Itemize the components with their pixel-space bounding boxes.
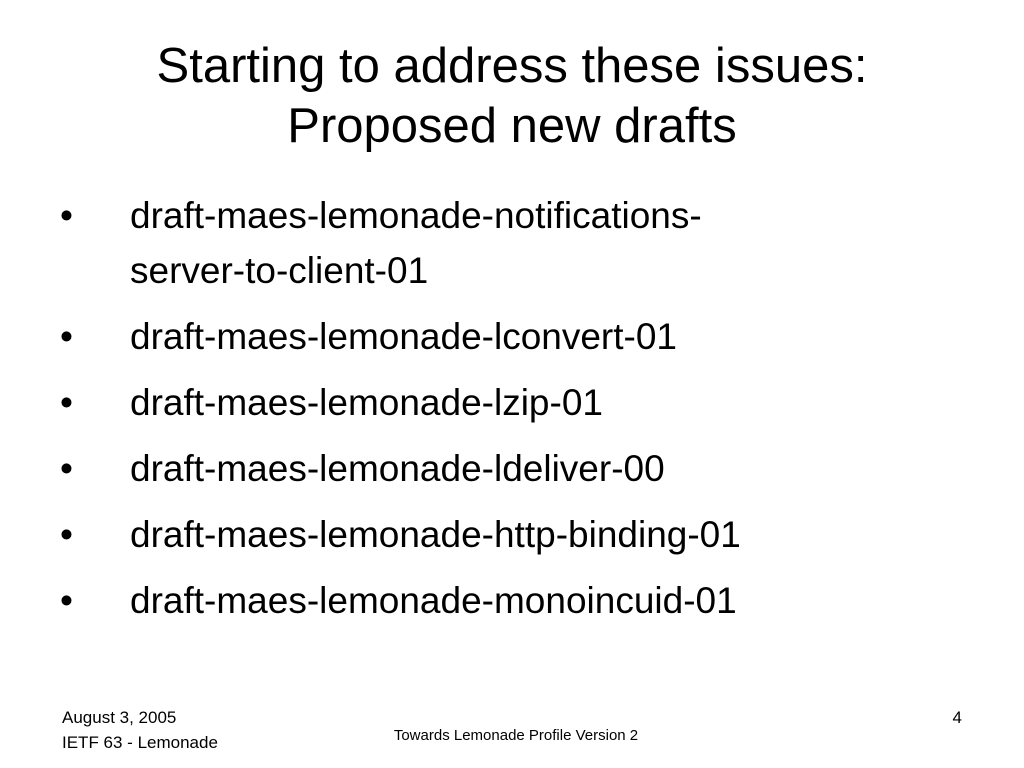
bullet-text-line-1: draft-maes-lemonade-http-binding-01: [130, 514, 741, 555]
slide-title: [40, 36, 984, 156]
bullet-text-line-1: draft-maes-lemonade-monoincuid-01: [130, 580, 737, 621]
bullet-icon: •: [60, 195, 73, 236]
bullet-text: [130, 441, 890, 496]
footer-date: August 3, 2005: [62, 708, 177, 727]
list-item: [0, 573, 1024, 628]
bullet-icon: •: [60, 448, 73, 489]
bullet-text-line-1: draft-maes-lemonade-notifications-: [130, 195, 702, 236]
bullet-icon: •: [60, 382, 73, 423]
bullet-text-line-1: draft-maes-lemonade-lzip-01: [130, 382, 603, 423]
page-number: 4: [952, 708, 962, 727]
bullet-text-line-2: server-to-client-01: [130, 250, 429, 291]
list-item: [0, 309, 1024, 364]
slide-title-line-1: Starting to address these issues:: [156, 39, 868, 93]
bullet-text: [130, 507, 890, 562]
list-item: [0, 375, 1024, 430]
bullet-icon: •: [60, 316, 73, 357]
list-item: [0, 441, 1024, 496]
bullet-list: [0, 188, 1024, 639]
bullet-icon: •: [60, 514, 73, 555]
footer-presentation-title: Towards Lemonade Profile Version 2: [393, 727, 639, 744]
bullet-text-line-1: draft-maes-lemonade-ldeliver-00: [130, 448, 665, 489]
slide-title-line-2: Proposed new drafts: [287, 99, 737, 153]
bullet-icon: •: [60, 580, 73, 621]
bullet-text: [130, 309, 890, 364]
bullet-text: [130, 573, 890, 628]
list-item: [0, 188, 1024, 298]
footer-event: IETF 63 - Lemonade: [62, 733, 218, 752]
bullet-text: [130, 188, 890, 298]
list-item: [0, 507, 1024, 562]
bullet-text: [130, 375, 890, 430]
bullet-text-line-1: draft-maes-lemonade-lconvert-01: [130, 316, 678, 357]
